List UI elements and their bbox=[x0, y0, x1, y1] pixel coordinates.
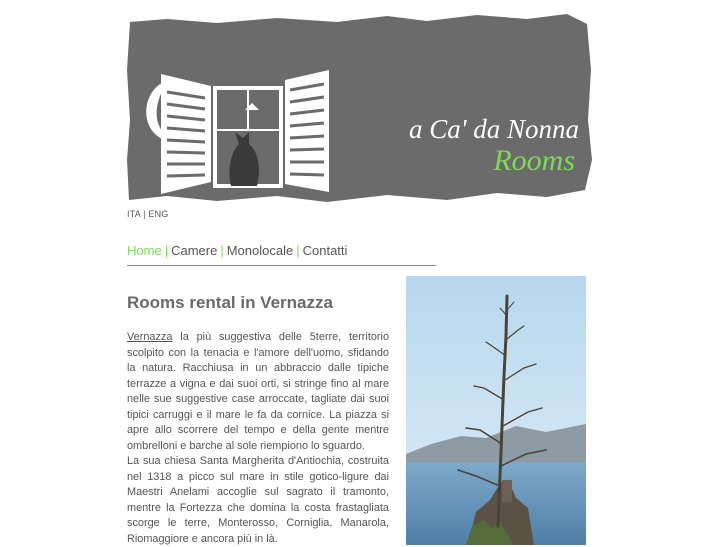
header-banner bbox=[127, 10, 593, 204]
nav-item-contatti[interactable]: Contatti bbox=[302, 243, 348, 258]
window-shutter-left-icon bbox=[161, 74, 211, 194]
paragraph-1-text: la più suggestiva delle 5terre, territorio scolpito con la tenacia e l'amore dell'uomo, sfidando la natura. Racchiusa in un abbraccio dalle tipiche terrazze a vigna e dai suoi orti, si stringe fino al mare nelle sue suggestive case arroccate, tagliate dai suoi tipici carruggi e il mare le fa da cornice. La piazza si apre allo scorrere del tempo e della gente mentre ombrelloni e barche al sole riempiono lo sguardo. bbox=[127, 331, 389, 452]
intro-paragraph-1 bbox=[127, 330, 389, 454]
nav-item-camere[interactable]: Camere bbox=[171, 243, 218, 258]
nav-separator: | bbox=[220, 243, 224, 258]
brand-sub: Rooms bbox=[493, 144, 575, 177]
vernazza-agave-photo bbox=[406, 276, 586, 545]
intro-paragraph-2: La sua chiesa Santa Margherita d'Antiochia, costruita nel 1318 a picco sul mare in stile gotico-ligure dai Maestri Anelami accoglie sul sagrato il tramonto, mentre la Fortezza che domina la costa frastagliata scorge le terre, Monterosso, Corniglia, Manarola, Riomaggiore e ancora più in là. bbox=[127, 455, 389, 545]
brand-name: a Ca' da Nonna bbox=[408, 114, 579, 144]
nav-item-home[interactable]: Home bbox=[127, 243, 162, 258]
intro-text bbox=[127, 330, 389, 547]
main-nav bbox=[127, 243, 436, 266]
vernazza-link[interactable]: Vernazza bbox=[127, 331, 173, 343]
nav-item-monolocale[interactable]: Monolocale bbox=[226, 243, 294, 258]
lang-separator: | bbox=[143, 209, 146, 219]
lang-eng-link[interactable]: ENG bbox=[148, 209, 169, 219]
window-shutter-right-icon bbox=[285, 70, 329, 192]
nav-separator: | bbox=[164, 243, 169, 258]
photo-tower bbox=[502, 480, 512, 502]
nav-separator: | bbox=[296, 243, 300, 258]
lang-ita-link[interactable]: ITA bbox=[127, 209, 141, 219]
page-title: Rooms rental in Vernazza bbox=[127, 293, 333, 312]
language-switcher bbox=[127, 209, 169, 219]
